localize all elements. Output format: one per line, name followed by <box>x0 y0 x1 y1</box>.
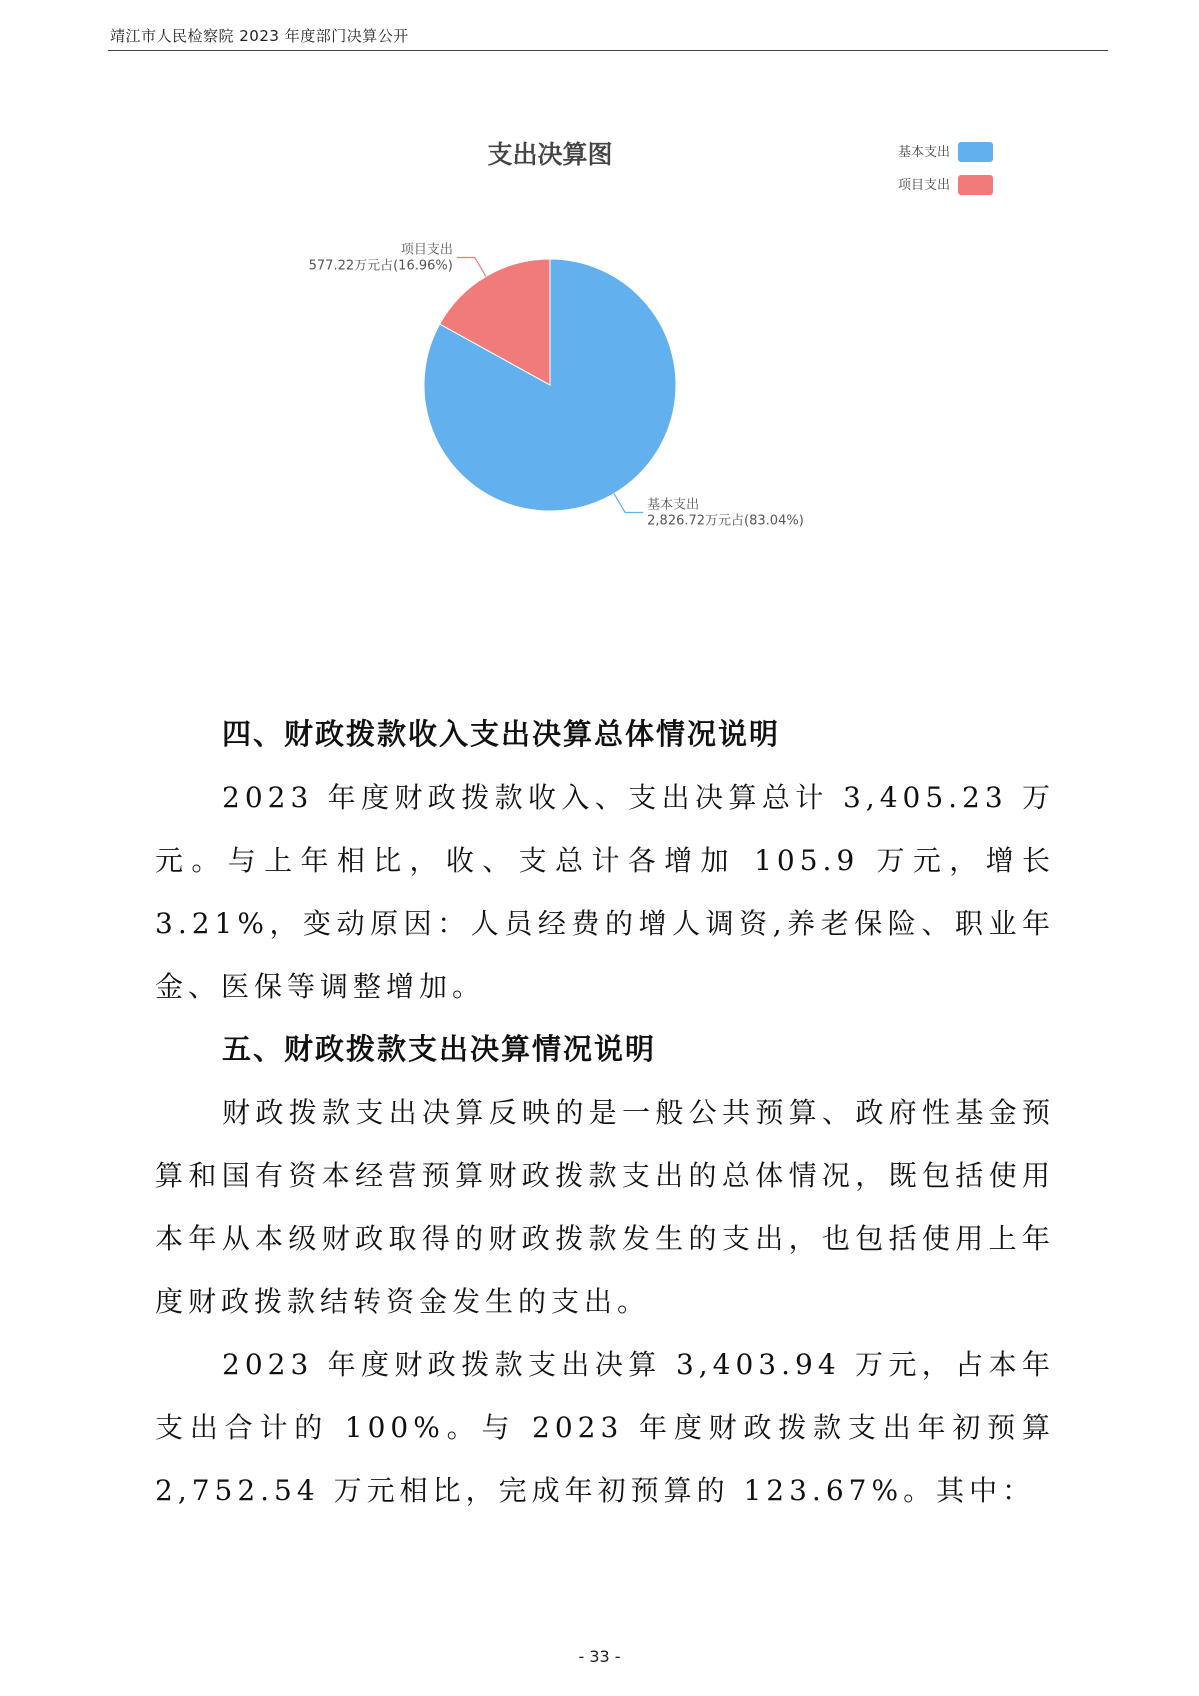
section-heading: 四、财政拨款收入支出决算总体情况说明 <box>222 717 781 751</box>
paragraph: 财政拨款支出决算反映的是一般公共预算、政府性基金预算和国有资本经营预算财政拨款支出的总体情况，既包括使用本年从本级财政取得的财政拨款发生的支出，也包括使用上年度财政拨款结转资金发生的支出。 <box>155 1096 1055 1318</box>
slice-label-value: 577.22万元占(16.96%) <box>308 258 453 274</box>
body-content <box>155 703 1055 1522</box>
page-number: - 33 - <box>578 1647 621 1666</box>
section-4 <box>155 703 1055 1018</box>
expenditure-pie-chart <box>290 135 1090 605</box>
legend-label: 基本支出 <box>897 145 950 160</box>
chart-title: 支出决算图 <box>487 140 613 169</box>
paragraph: 2023 年度财政拨款收入、支出决算总计 3,405.23 万元。与上年相比，收、支总计各增加 105.9 万元，增长 3.21%，变动原因：人员经费的增人调资,养老保险、职业年金、医保等调整增加。 <box>155 781 1055 1003</box>
pie-chart-svg <box>290 135 1090 605</box>
slice-label-value: 2,826.72万元占(83.04%) <box>647 513 804 529</box>
paragraph: 2023 年度财政拨款支出决算 3,403.94 万元，占本年支出合计的 100%。与 2023 年度财政拨款支出年初预算 2,752.54 万元相比，完成年初预算的 123.67%。其中： <box>155 1348 1055 1507</box>
section-heading: 五、财政拨款支出决算情况说明 <box>222 1032 657 1066</box>
legend-swatch <box>958 175 993 195</box>
section-5 <box>155 1018 1055 1522</box>
label-leader-line <box>614 494 643 513</box>
slice-label-name: 项目支出 <box>400 242 453 258</box>
page-header <box>108 22 1108 51</box>
label-leader-line <box>457 258 486 277</box>
slice-label-name: 基本支出 <box>647 497 700 513</box>
legend-label: 项目支出 <box>897 178 950 193</box>
legend-swatch <box>958 142 993 162</box>
header-title: 靖江市人民检察院 2023 年度部门决算公开 <box>110 27 409 45</box>
